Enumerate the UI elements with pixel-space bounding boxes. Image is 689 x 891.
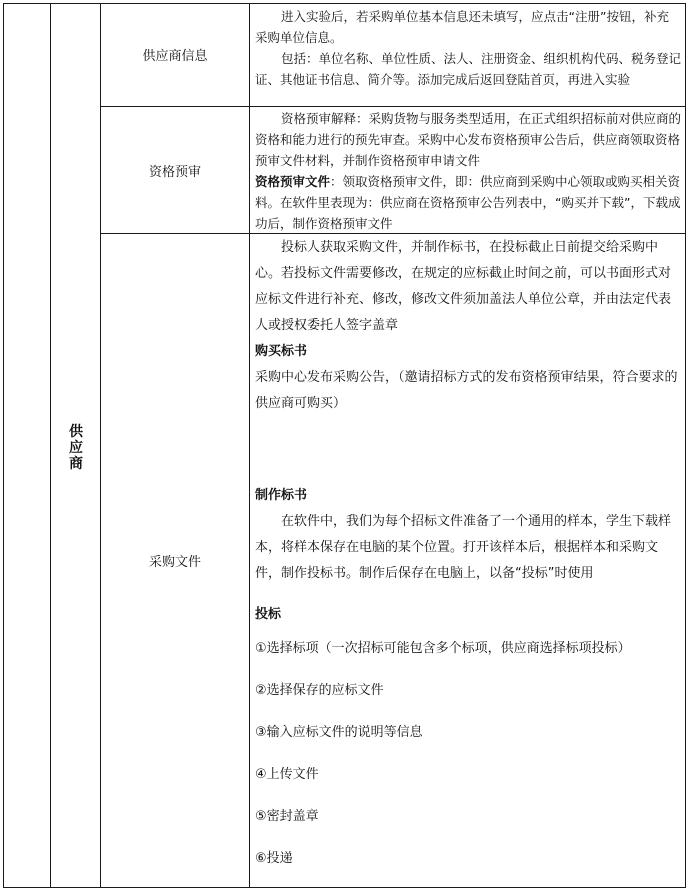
paragraph: 在软件中，我们为每个招标文件准备了一个通用的样本，学生下载样本，将样本保存在电脑的某个位置。打开该样本后，根据样本和采购文件，制作投标书。制作后保存在电脑上，以备“投标”时使用: [255, 514, 672, 581]
paragraph: [255, 171, 681, 234]
row-divider-1: [100, 106, 686, 107]
section-heading-make: 制作标书: [255, 488, 308, 503]
paragraph: 进入实验后，若采购单位基本信息还未填写，应点击“注册”按钮，补充采购单位信息。: [255, 9, 669, 45]
border-bottom: [3, 887, 686, 888]
paragraph: 资格预审解释：采购货物与服务类型适用，在正式组织招标前对供应商的资格和能力进行的预先审查。采购中心发布资格预审公告后，供应商领取资格预审文件材料，并制作资格预审申请文件: [255, 111, 682, 168]
row-label-procurement-docs: 采购文件: [148, 555, 201, 570]
border-top: [3, 3, 686, 4]
supplier-info-content: [255, 6, 681, 90]
border-right: [685, 3, 686, 888]
category-label: 供 应 商: [69, 424, 83, 472]
paragraph-text: ：领取资格预审文件，即：供应商到采购中心领取或购买相关资料。在软件里表现为：供应商在资格预审公告列表中，“购买并下载”，下载成功后，制作资格预审文件: [255, 174, 681, 231]
spacer: [255, 417, 681, 483]
paragraph: 包括：单位名称、单位性质、法人、注册资金、组织机构代码、税务登记证、其他证书信息、简介等。添加完成后返回登陆首页，再进入实验: [255, 51, 682, 87]
border-col-3: [249, 3, 250, 888]
list-item: ⑥投递: [255, 851, 293, 866]
paragraph: 采购中心发布采购公告，（邀请招标方式的发布资格预审结果，符合要求的供应商可购买）: [255, 370, 678, 411]
paragraph: 投标人获取采购文件，并制作标书，在投标截止日前提交给采购中心。若投标文件需要修改，在规定的应标截止时间之前，可以书面形式对应标文件进行补充、修改，修改文件须加盖法人单位公章，并由法定代表人或授权委托人签字盖章: [255, 240, 672, 333]
list-item: ⑤密封盖章: [255, 809, 319, 824]
prequalification-content: [255, 108, 681, 234]
list-item: ④上传文件: [255, 767, 319, 782]
section-heading-bid: 投标: [255, 607, 282, 622]
section-heading-buy: 购买标书: [255, 344, 308, 359]
border-col-2: [100, 3, 101, 888]
row-label-supplier-info: 供应商信息: [142, 49, 208, 64]
bold-term: 资格预审文件: [255, 174, 331, 189]
border-left: [3, 3, 4, 888]
list-item: ②选择保存的应标文件: [255, 683, 384, 698]
procurement-docs-content: [255, 235, 681, 872]
list-item: ③输入应标文件的说明等信息: [255, 725, 423, 740]
list-item: ①选择标项（一次招标可能包含多个标项，供应商选择标项投标）: [255, 641, 631, 656]
row-label-prequalification: 资格预审: [148, 165, 201, 180]
border-col-1: [50, 3, 51, 888]
